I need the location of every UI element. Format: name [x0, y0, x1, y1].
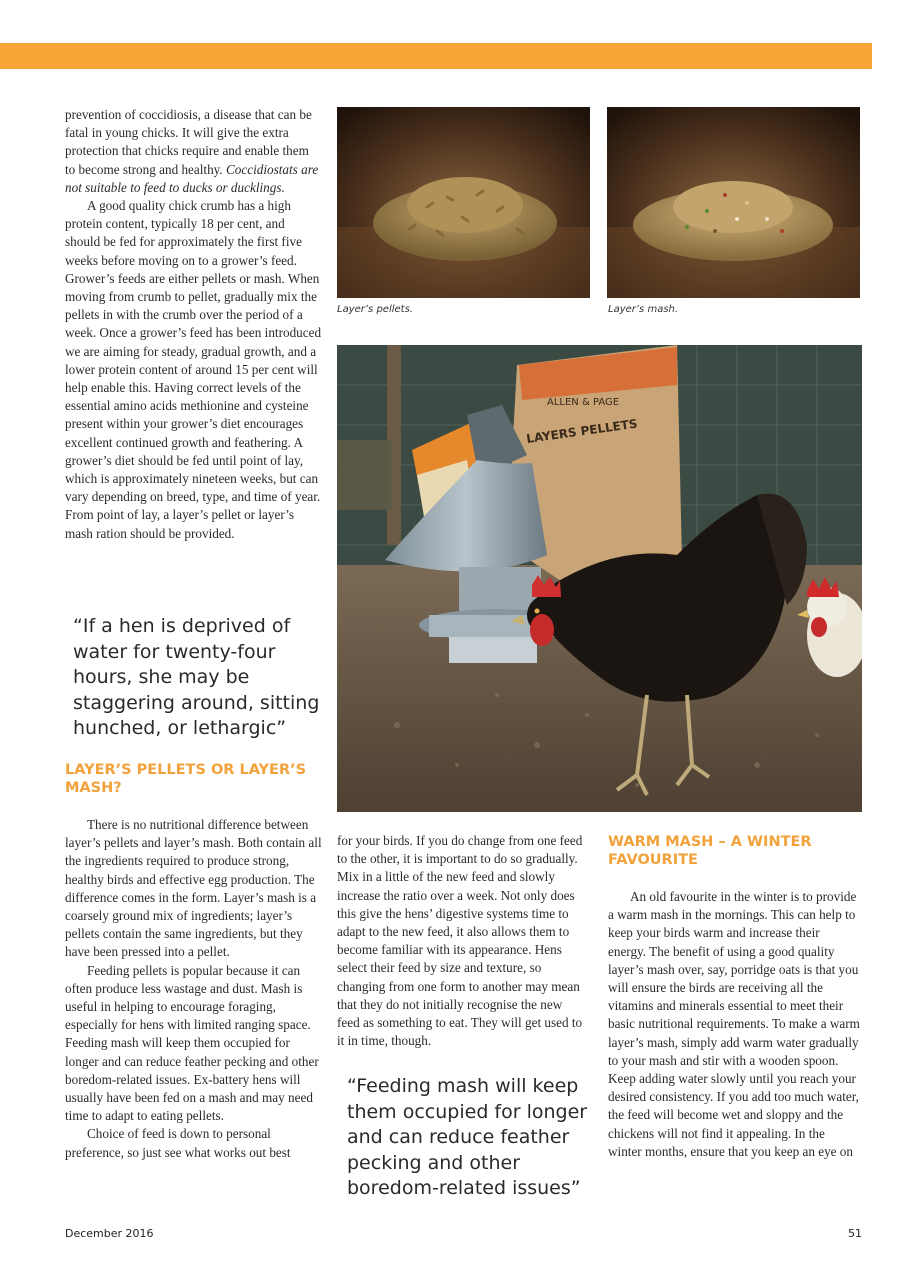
feed-bag-label: LAYERS PELLETS — [525, 416, 639, 446]
paragraph-no-difference: There is no nutritional difference between layer’s pellets and layer’s mash. Both contain all the ingredients required to produce strong, healthy birds and effective egg production. The difference comes in the form. Layer’s mash is a coarsely ground mix of ingredients; layer’s pellets contain the same ingredients, but they have been pressed into a pellet. — [65, 817, 322, 960]
footer-issue-date: December 2016 — [65, 1227, 154, 1240]
paragraph-choice-of-feed: Choice of feed is down to personal preference, so just see what works out best — [65, 1126, 291, 1160]
left-column-top-text — [65, 106, 322, 543]
layers-mash-photo — [607, 107, 860, 298]
paragraph-feeding-pellets: Feeding pellets is popular because it can often produce less wastage and dust. Mash is useful in helping to encourage foraging, especially for hens with limited ranging space. Feeding mash will keep them occupied for longer and can reduce feather pecking and other boredom-related issues. Ex-battery hens will usually have been fed on a mash and may need time to adapt to eating pellets. — [65, 962, 319, 1124]
coccidiostats-note: Coccidiostats are not suitable to feed to ducks or ducklings. — [65, 161, 319, 195]
paragraph-coccidiosis-text: prevention of coccidiosis, a disease that can be fatal in young chicks. It will give the extra protection that chicks require and enable them to become strong and healthy. — [65, 107, 312, 177]
paragraph-change-feed: for your birds. If you do change from one feed to the other, it is important to do so gradually. Mix in a little of the new feed and slowly increase the ratio over a week. Not only does this give the hens’ digestive systems time to adapt to the new feed, it also allows them to become familiar with its appearance. Hens select their feed by size and texture, so changing from one form to another may mean that they do not initially recognise the new feed as something to eat. They will get used to it in time, though. — [337, 833, 583, 1049]
right-column-text — [608, 888, 861, 1161]
caption-layers-mash: Layer’s mash. — [608, 304, 679, 315]
header-accent-bar — [0, 43, 872, 69]
middle-column-text — [337, 832, 587, 1050]
hens-at-feeder-photo — [337, 345, 862, 812]
paragraph-chick-crumb: A good quality chick crumb has a high protein content, typically 18 per cent, and should be fed for approximately the first five weeks before moving on to a grower’s feed. Grower’s feeds are either pellets or mash. When moving from crumb to pellet, gradually mix the pellets in with the crumb over the period of a week. Once a grower’s feed has been introduced we are aiming for steady, gradual growth, and a lower protein content of around 15 per cent will help enable this. Having correct levels of the essential amino acids methionine and cysteine present within your grower’s diet encourages excellent continued growth and feathering. A grower’s diet should be fed until point of lay, which is approximately nineteen weeks, but can vary depending on breed, type, and time of year. From point of lay, a layer’s pellet or layer’s mash ration should be provided. — [65, 198, 322, 541]
pull-quote-feeding-mash: “Feeding mash will keep them occupied for longer and can reduce feather pecking and other boredom-related issues” — [347, 1075, 588, 1199]
heading-warm-mash: WARM MASH – A WINTER FAVOURITE — [608, 834, 812, 868]
caption-layers-pellets: Layer’s pellets. — [337, 304, 413, 315]
pull-quote-water: “If a hen is deprived of water for twenty-four hours, she may be staggering around, sitting hunched, or lethargic” — [73, 615, 320, 739]
feed-bag-brand: ALLEN & PAGE — [547, 397, 620, 408]
paragraph-warm-mash: An old favourite in the winter is to provide a warm mash in the mornings. This can help to keep your birds warm and increase their energy. The benefit of using a good quality layer’s mash over, say, porridge oats is that you will ensure the birds are receiving all the vitamins and minerals essential to meet their basic nutritional requirements. To make a warm layer’s mash, simply add warm water gradually to your mash and stir with a wooden spoon. Keep adding water slowly until you reach your desired consistency. If you add too much water, the feed will become wet and sloppy and the chickens will not find it appealing. In the winter months, ensure that you keep an eye on — [608, 889, 860, 1159]
paragraph-coccidiosis — [65, 106, 322, 197]
footer-page-number: 51 — [848, 1227, 862, 1240]
heading-pellets-or-mash: LAYER’S PELLETS OR LAYER’S MASH? — [65, 762, 307, 796]
left-column-bottom-text — [65, 816, 322, 1162]
layers-pellets-photo — [337, 107, 590, 298]
